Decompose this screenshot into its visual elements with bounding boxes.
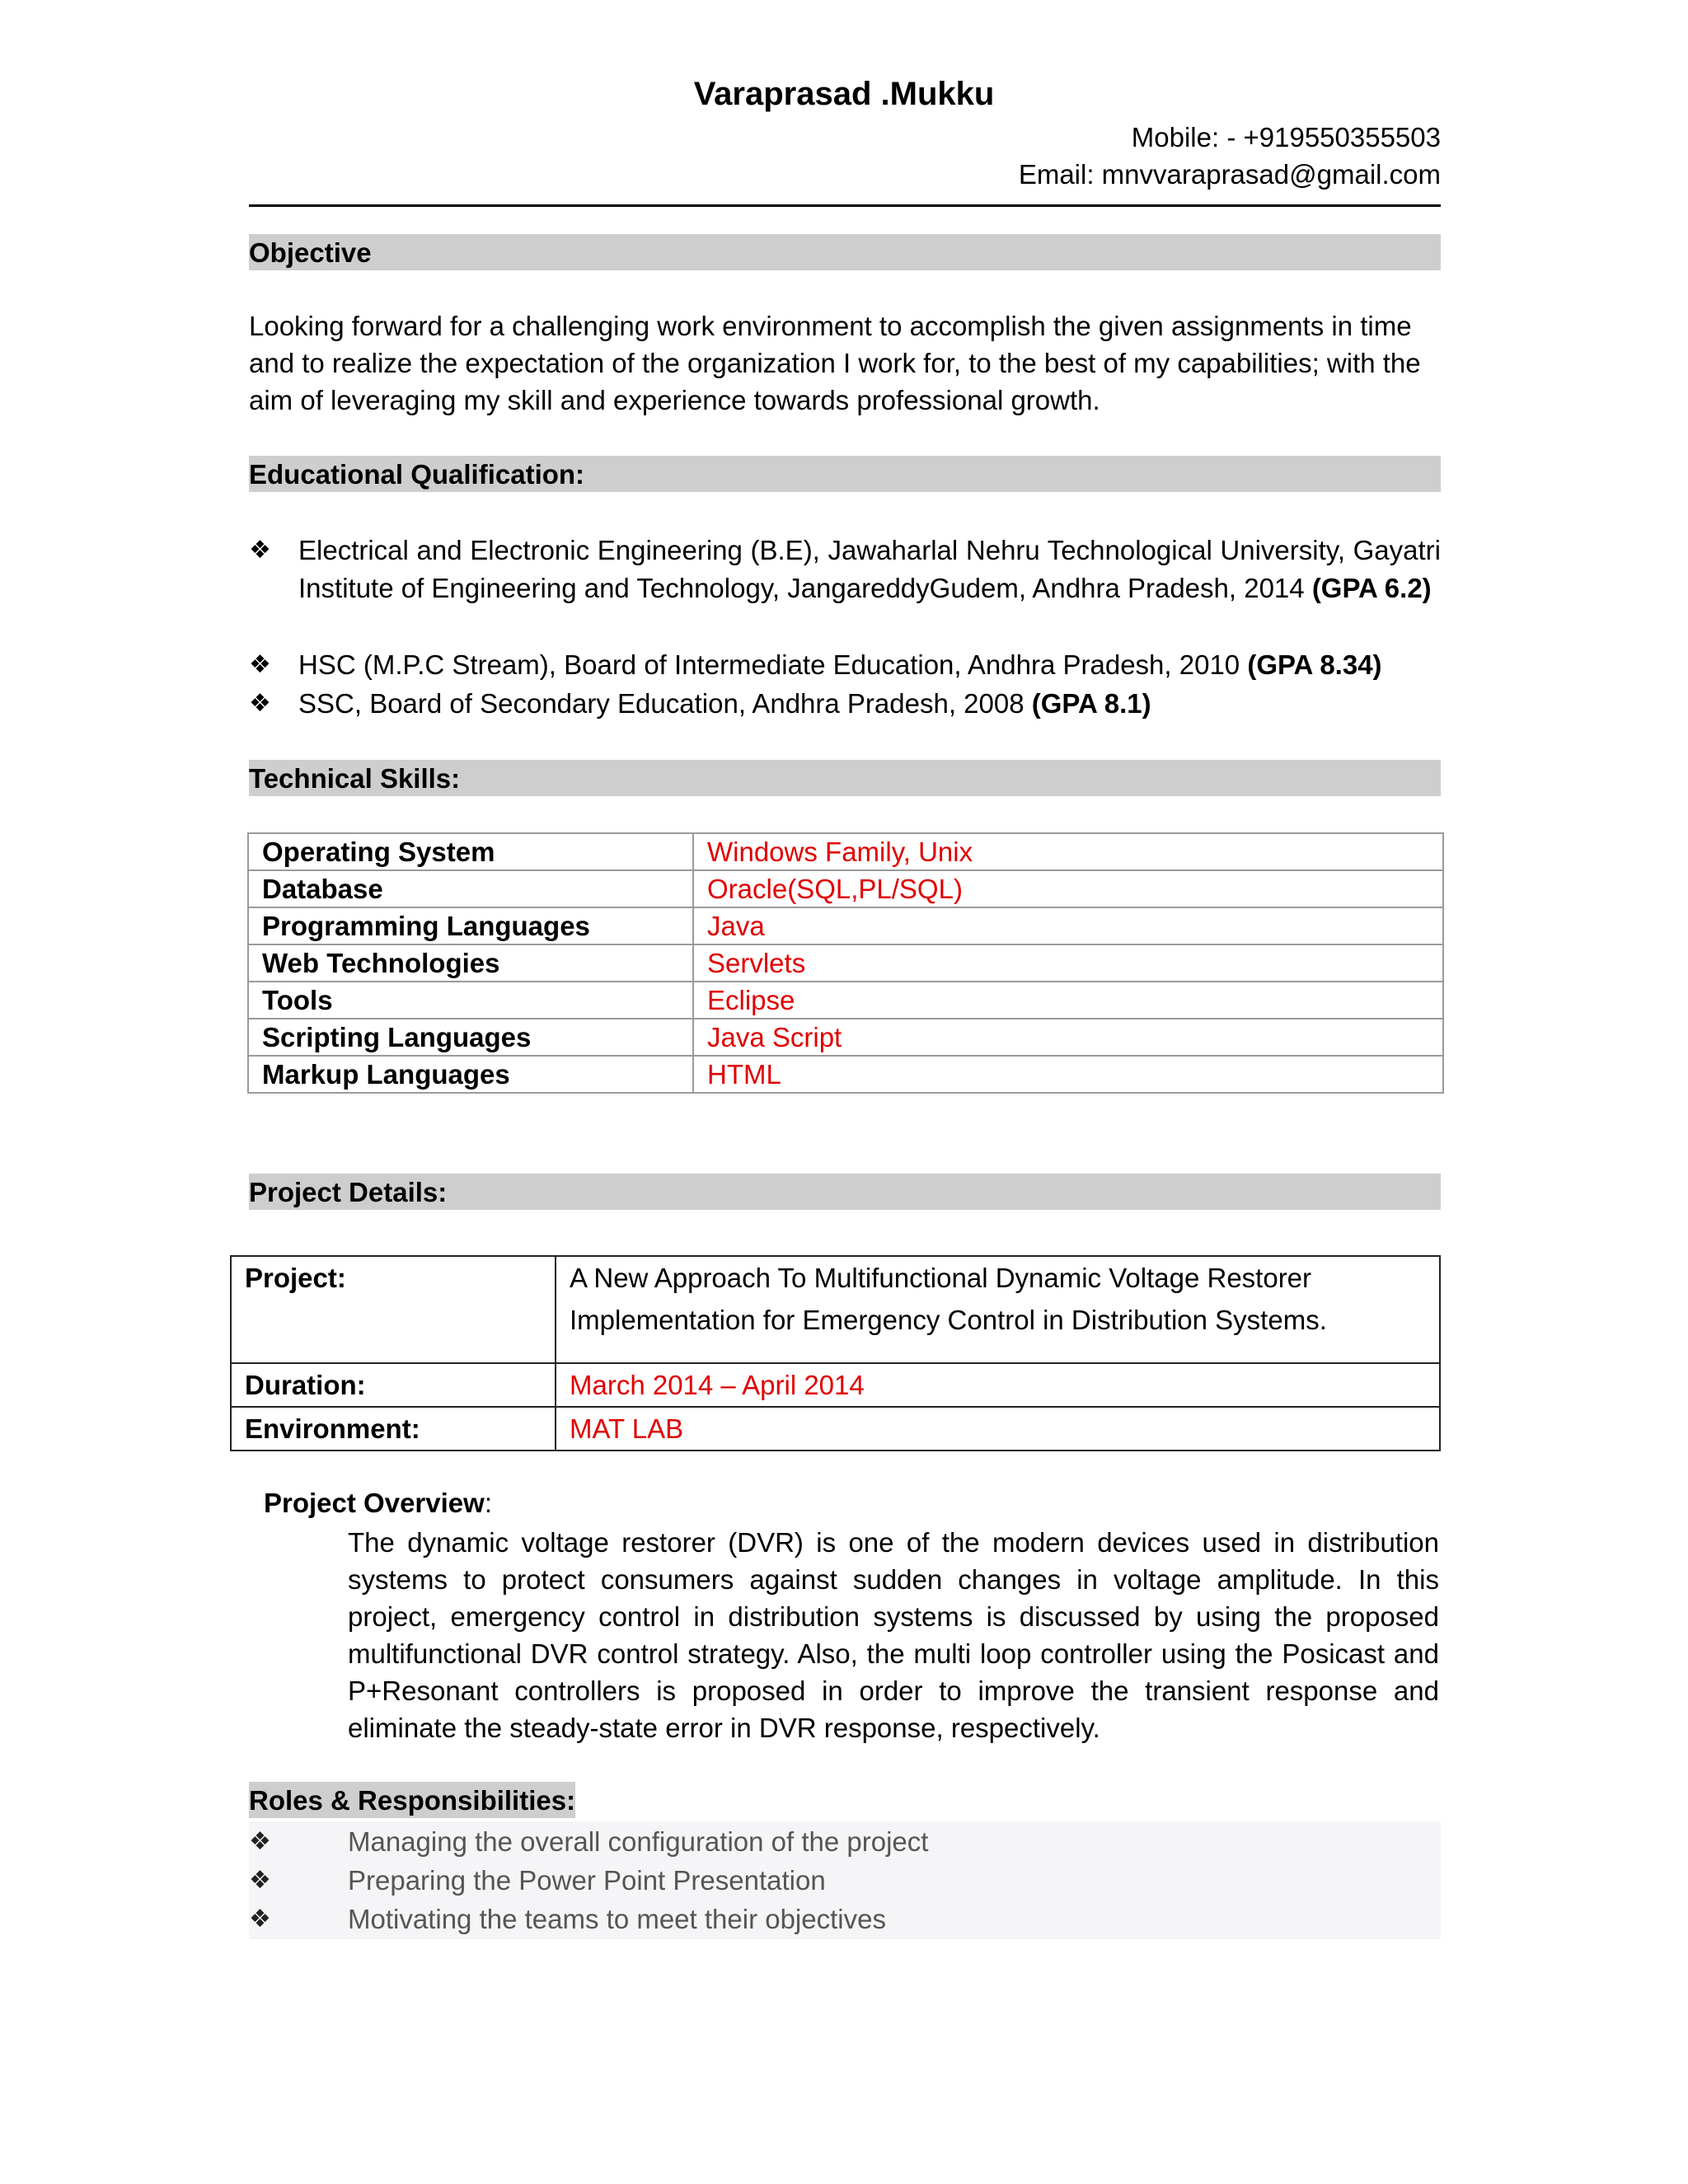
skill-value: Servlets bbox=[693, 944, 1443, 982]
project-table bbox=[230, 1255, 1441, 1451]
duration-value: March 2014 – April 2014 bbox=[556, 1363, 1440, 1407]
objective-text: Looking forward for a challenging work environment to accomplish the given assignments in time and to realize the expectation of the organization I work for, to the best of my capabilities; with the aim of leveraging my skill and experience towards professional growth. bbox=[249, 311, 1421, 415]
table-row bbox=[231, 1407, 1440, 1451]
duration-label: Duration: bbox=[231, 1363, 556, 1407]
table-row bbox=[248, 833, 1443, 870]
list-item: ❖ Managing the overall configuration of the project bbox=[249, 1823, 1441, 1861]
overview-text: The dynamic voltage restorer (DVR) is one of the modern devices used in distribution systems to protect consumers against sudden changes in voltage amplitude. In this project, emergency control in distribution systems is discussed by using the proposed multifunctional DVR control strategy. Also, the multi loop controller using the Posicast and P+Resonant controllers is proposed in order to improve the transient response and eliminate the steady-state error in DVR response, respectively. bbox=[348, 1527, 1439, 1743]
bullet-icon: ❖ bbox=[249, 1867, 271, 1894]
skill-key: Programming Languages bbox=[248, 907, 693, 944]
mobile-number: Mobile: - +919550355503 bbox=[1131, 122, 1441, 152]
education-item: ❖ Electrical and Electronic Engineering (B.E), Jawaharlal Nehru Technological University, Gayatri Institute of Engineering and Technology, JangareddyGudem, Andhra Pradesh, 2014 (GPA 6.2) bbox=[249, 532, 1441, 607]
skill-value: HTML bbox=[693, 1056, 1443, 1093]
bullet-icon: ❖ bbox=[249, 537, 271, 564]
skill-key: Operating System bbox=[248, 833, 693, 870]
skill-value: Eclipse bbox=[693, 982, 1443, 1019]
environment-label: Environment: bbox=[231, 1407, 556, 1451]
skill-key: Web Technologies bbox=[248, 944, 693, 982]
table-row bbox=[248, 982, 1443, 1019]
skills-heading: Technical Skills: bbox=[249, 760, 1441, 796]
skill-value: Java bbox=[693, 907, 1443, 944]
environment-value: MAT LAB bbox=[556, 1407, 1440, 1451]
candidate-name: Varaprasad .Mukku bbox=[693, 76, 995, 112]
table-row bbox=[248, 870, 1443, 907]
skill-key: Tools bbox=[248, 982, 693, 1019]
skill-key: Database bbox=[248, 870, 693, 907]
project-heading: Project Details: bbox=[249, 1174, 1441, 1210]
table-row bbox=[248, 1019, 1443, 1056]
bullet-icon: ❖ bbox=[249, 1828, 271, 1855]
skill-key: Markup Languages bbox=[248, 1056, 693, 1093]
skill-key: Scripting Languages bbox=[248, 1019, 693, 1056]
bullet-icon: ❖ bbox=[249, 1905, 271, 1933]
list-item: ❖ Preparing the Power Point Presentation bbox=[249, 1862, 1441, 1900]
project-title: A New Approach To Multifunctional Dynamic Voltage Restorer Implementation for Emergency Control in Distribution Systems. bbox=[556, 1256, 1440, 1363]
table-row bbox=[231, 1256, 1440, 1363]
project-label: Project: bbox=[231, 1256, 556, 1363]
table-row bbox=[248, 1056, 1443, 1093]
table-row bbox=[248, 944, 1443, 982]
skill-value: Windows Family, Unix bbox=[693, 833, 1443, 870]
skill-value: Java Script bbox=[693, 1019, 1443, 1056]
bullet-icon: ❖ bbox=[249, 651, 271, 678]
skills-table bbox=[247, 832, 1444, 1094]
education-item: ❖ HSC (M.P.C Stream), Board of Intermediate Education, Andhra Pradesh, 2010 (GPA 8.34) bbox=[249, 646, 1441, 684]
email-address: Email: mnvvaraprasad@gmail.com bbox=[1018, 159, 1441, 190]
overview-label: Project Overview: bbox=[264, 1488, 492, 1518]
education-item: ❖ SSC, Board of Secondary Education, Andhra Pradesh, 2008 (GPA 8.1) bbox=[249, 685, 1441, 723]
education-heading: Educational Qualification: bbox=[249, 456, 1441, 492]
bullet-icon: ❖ bbox=[249, 690, 271, 717]
list-item: ❖ Motivating the teams to meet their objectives bbox=[249, 1900, 1441, 1938]
table-row bbox=[231, 1363, 1440, 1407]
table-row bbox=[248, 907, 1443, 944]
skill-value: Oracle(SQL,PL/SQL) bbox=[693, 870, 1443, 907]
header-divider bbox=[249, 204, 1441, 207]
objective-heading: Objective bbox=[249, 234, 1441, 270]
roles-heading: Roles & Responsibilities: bbox=[249, 1782, 575, 1818]
